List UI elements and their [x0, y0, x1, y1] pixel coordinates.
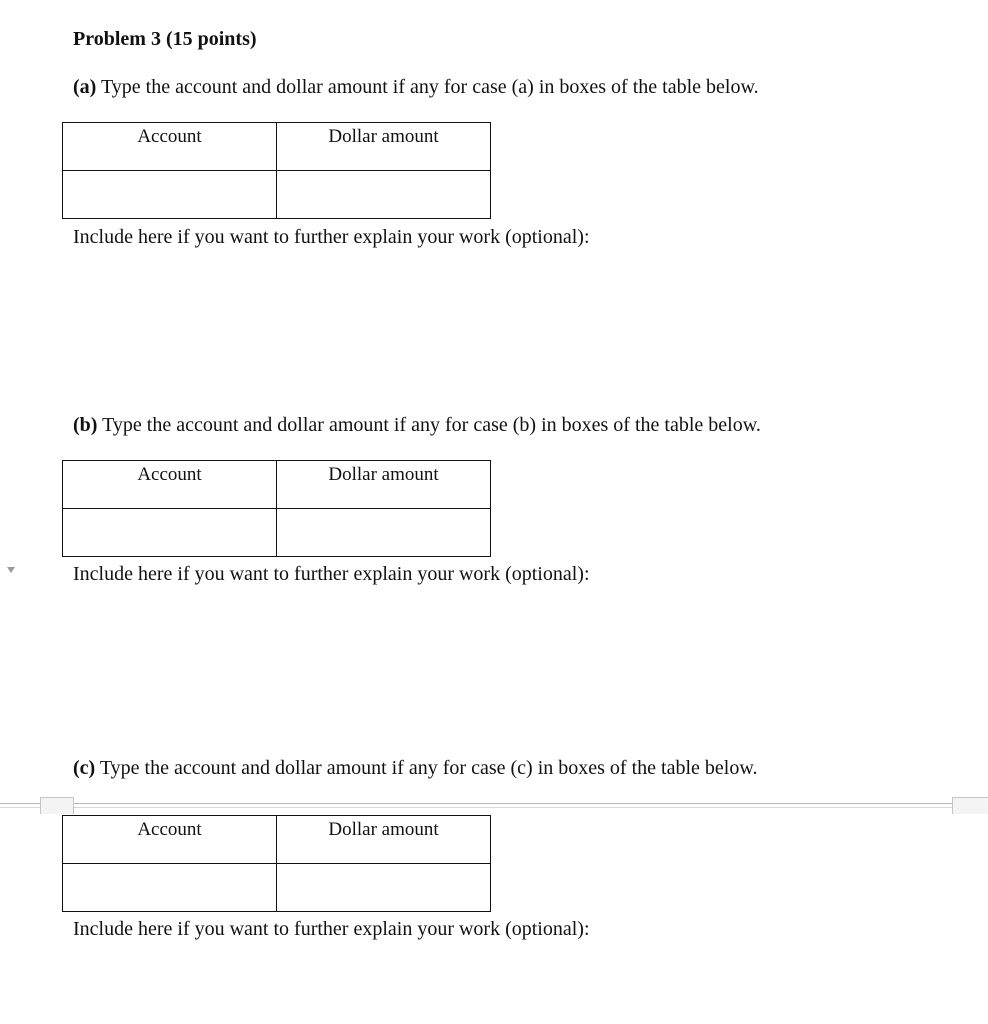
account-header: Account	[63, 461, 277, 509]
part-a-table	[62, 122, 491, 219]
page-break-shadow	[0, 807, 988, 808]
table-header-row	[63, 816, 491, 864]
part-a-dollar-cell[interactable]	[277, 171, 491, 219]
part-c-question	[73, 757, 757, 780]
part-b-prompt: Type the account and dollar amount if any for case (b) in boxes of the table below.	[102, 414, 761, 436]
part-c-note[interactable]: Include here if you want to further explain your work (optional):	[73, 918, 590, 940]
part-a-question	[73, 76, 759, 99]
table-header-row	[63, 123, 491, 171]
part-c-prompt: Type the account and dollar amount if any for case (c) in boxes of the table below.	[99, 757, 758, 779]
page-break-line	[0, 803, 988, 804]
table-row	[63, 171, 491, 219]
part-c-label: (c)	[73, 757, 96, 779]
part-b-account-cell[interactable]	[63, 509, 277, 557]
part-a-label: (a)	[73, 76, 97, 98]
table-header-row	[63, 461, 491, 509]
part-a-note[interactable]: Include here if you want to further explain your work (optional):	[73, 226, 590, 248]
part-a-account-cell[interactable]	[63, 171, 277, 219]
part-b-dollar-cell[interactable]	[277, 509, 491, 557]
account-header: Account	[63, 123, 277, 171]
account-header: Account	[63, 816, 277, 864]
part-b-question	[73, 414, 761, 437]
dollar-amount-header: Dollar amount	[277, 816, 491, 864]
dollar-amount-header: Dollar amount	[277, 461, 491, 509]
collapse-triangle-icon[interactable]	[7, 567, 15, 573]
part-b-label: (b)	[73, 414, 98, 436]
part-c-table	[62, 815, 491, 912]
table-row	[63, 509, 491, 557]
part-a-prompt: Type the account and dollar amount if any for case (a) in boxes of the table below.	[100, 76, 759, 98]
table-row	[63, 864, 491, 912]
part-c-account-cell[interactable]	[63, 864, 277, 912]
margin-marker-icon[interactable]	[952, 797, 988, 814]
problem-title: Problem 3 (15 points)	[73, 28, 257, 50]
dollar-amount-header: Dollar amount	[277, 123, 491, 171]
part-b-table	[62, 460, 491, 557]
part-c-dollar-cell[interactable]	[277, 864, 491, 912]
margin-marker-icon[interactable]	[40, 797, 74, 814]
part-b-note[interactable]: Include here if you want to further explain your work (optional):	[73, 563, 590, 585]
